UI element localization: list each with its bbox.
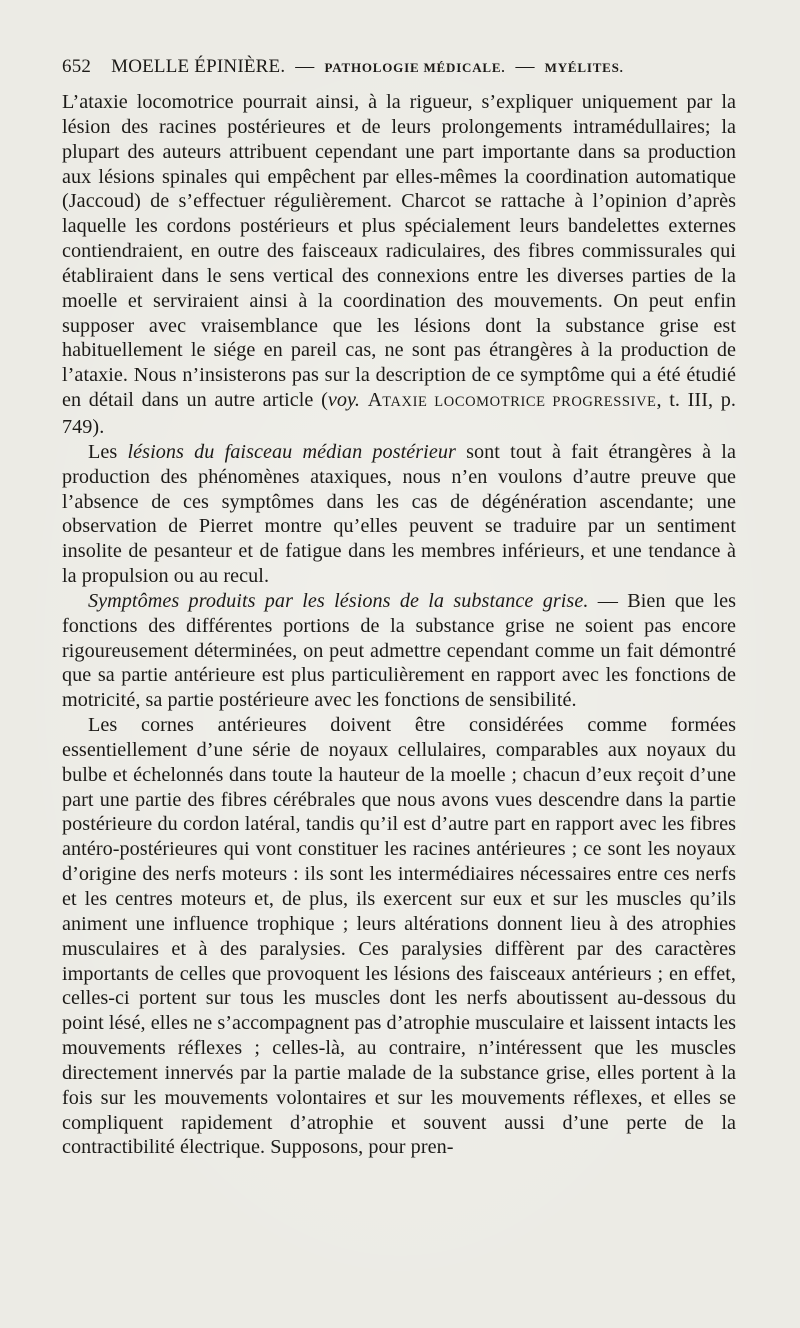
page-number: 652: [62, 56, 92, 77]
running-head: [62, 56, 736, 84]
running-title: MOELLE ÉPINIÈRE.: [111, 56, 286, 77]
cross-reference-tail: , t. III, p. 749).: [62, 389, 736, 438]
section-title: PATHOLOGIE MÉDICALE.: [324, 60, 506, 75]
body-text: [62, 90, 736, 1160]
paragraph-text: — Bien que les fonctions des différentes portions de la substance grise ne soient pas encore rigoureusement déterminées, on peut admettre cependant comme un fait démontré que sa partie antérieure est plus particulièrement en rapport avec les fonctions de motricité, sa partie postérieure avec les fonctions de sensibilité.: [62, 589, 737, 712]
section-heading-italic: Symptômes produits par les lésions de la substance grise.: [88, 589, 589, 612]
paragraph-cornes-anterieures: [62, 713, 736, 1160]
paragraph-faisceau-median: [62, 440, 736, 589]
cross-reference-voy: voy.: [327, 389, 361, 412]
paragraph-lead: Les: [88, 440, 128, 463]
header-dash: —: [295, 56, 315, 77]
paragraph-ataxie: [62, 90, 736, 440]
cross-reference-initial: A: [367, 389, 383, 412]
paragraph-text: L’ataxie locomotrice pourrait ainsi, à la rigueur, s’expliquer uniquement par la lésion des racines postérieures et de leurs prolongements intramédullaires; la plupart des auteurs attribuent cependant une part importante dans sa production aux lésions spinales qui empêchent par elles-mêmes la coordination automatique (Jaccoud) de s’effectuer régulièrement. Charcot se rattache à l’opinion d’après laquelle les cordons postérieurs et plus spécialement leurs bandelettes externes contiendraient, en outre des faisceaux radiculaires, des fibres commissurales qui établiraient dans le sens vertical des connexions entre les diverses parties de la moelle et serviraient ainsi à la coordination des mouvements. On peut enfin supposer avec vraisemblance que les lésions dont la substance grise est habituellement le siége en pareil cas, ne sont pas étrangères à la production de l’ataxie. Nous n’insisterons pas sur la description de ce symptôme qui a été étudié en détail dans un autre article (: [62, 91, 736, 412]
header-dash: —: [515, 56, 535, 77]
paragraph-italic-term: lésions du faisceau médian postérieur: [127, 440, 456, 463]
cross-reference-article: TAXIE LOCOMOTRICE PROGRESSIVE: [382, 394, 657, 411]
paragraph-substance-grise: [62, 589, 736, 713]
subsection-title: MYÉLITES.: [544, 60, 624, 75]
paragraph-text: Les cornes antérieures doivent être considérées comme formées essentiellement d’une série de noyaux cellulaires, comparables aux noyaux du bulbe et échelonnés dans toute la hauteur de la moelle ; chacun d’eux reçoit d’une part une partie des fibres cérébrales que nous avons vues descendre dans la partie postérieure du cordon latéral, tandis qu’il est d’autre part en rapport avec les fibres antéro-postérieures qui vont constituer les racines antérieures ; ce sont les noyaux d’origine des nerfs moteurs : ils sont les intermédiaires nécessaires entre ces nerfs et les centres moteurs et, de plus, ils exercent sur eux et sur les muscles qu’ils animent une influence trophique ; leurs altérations donnent lieu à des atrophies musculaires et à des paralysies. Ces paralysies diffèrent par des caractères importants de celles que provoquent les lésions des faisceaux antérieurs ; en effet, celles-ci portent sur tous les muscles dont les nerfs aboutissent au-dessous du point lésé, elles ne s’accompagnent pas d’atrophie musculaire et laissent intacts les mouvements réflexes ; celles-là, au contraire, n’intéressent que les muscles directement innervés par la partie malade de la substance grise, elles portent à la fois sur les mouvements volontaires et sur les mouvements réflexes, et elles se compliquent rapidement d’atrophie et souvent aussi d’une perte de la contractibilité électrique. Supposons, pour pren-: [62, 714, 736, 1159]
paragraph-text: sont tout à fait étrangères à la production des phénomènes ataxiques, nous n’en voulons d’autre preuve que l’absence de ces symptômes dans les cas de dégénération ascendante; une observation de Pierret montre qu’elles peuvent se traduire par un sentiment insolite de pesanteur et de fatigue dans les membres inférieurs, et une tendance à la propulsion ou au recul.: [62, 440, 736, 588]
